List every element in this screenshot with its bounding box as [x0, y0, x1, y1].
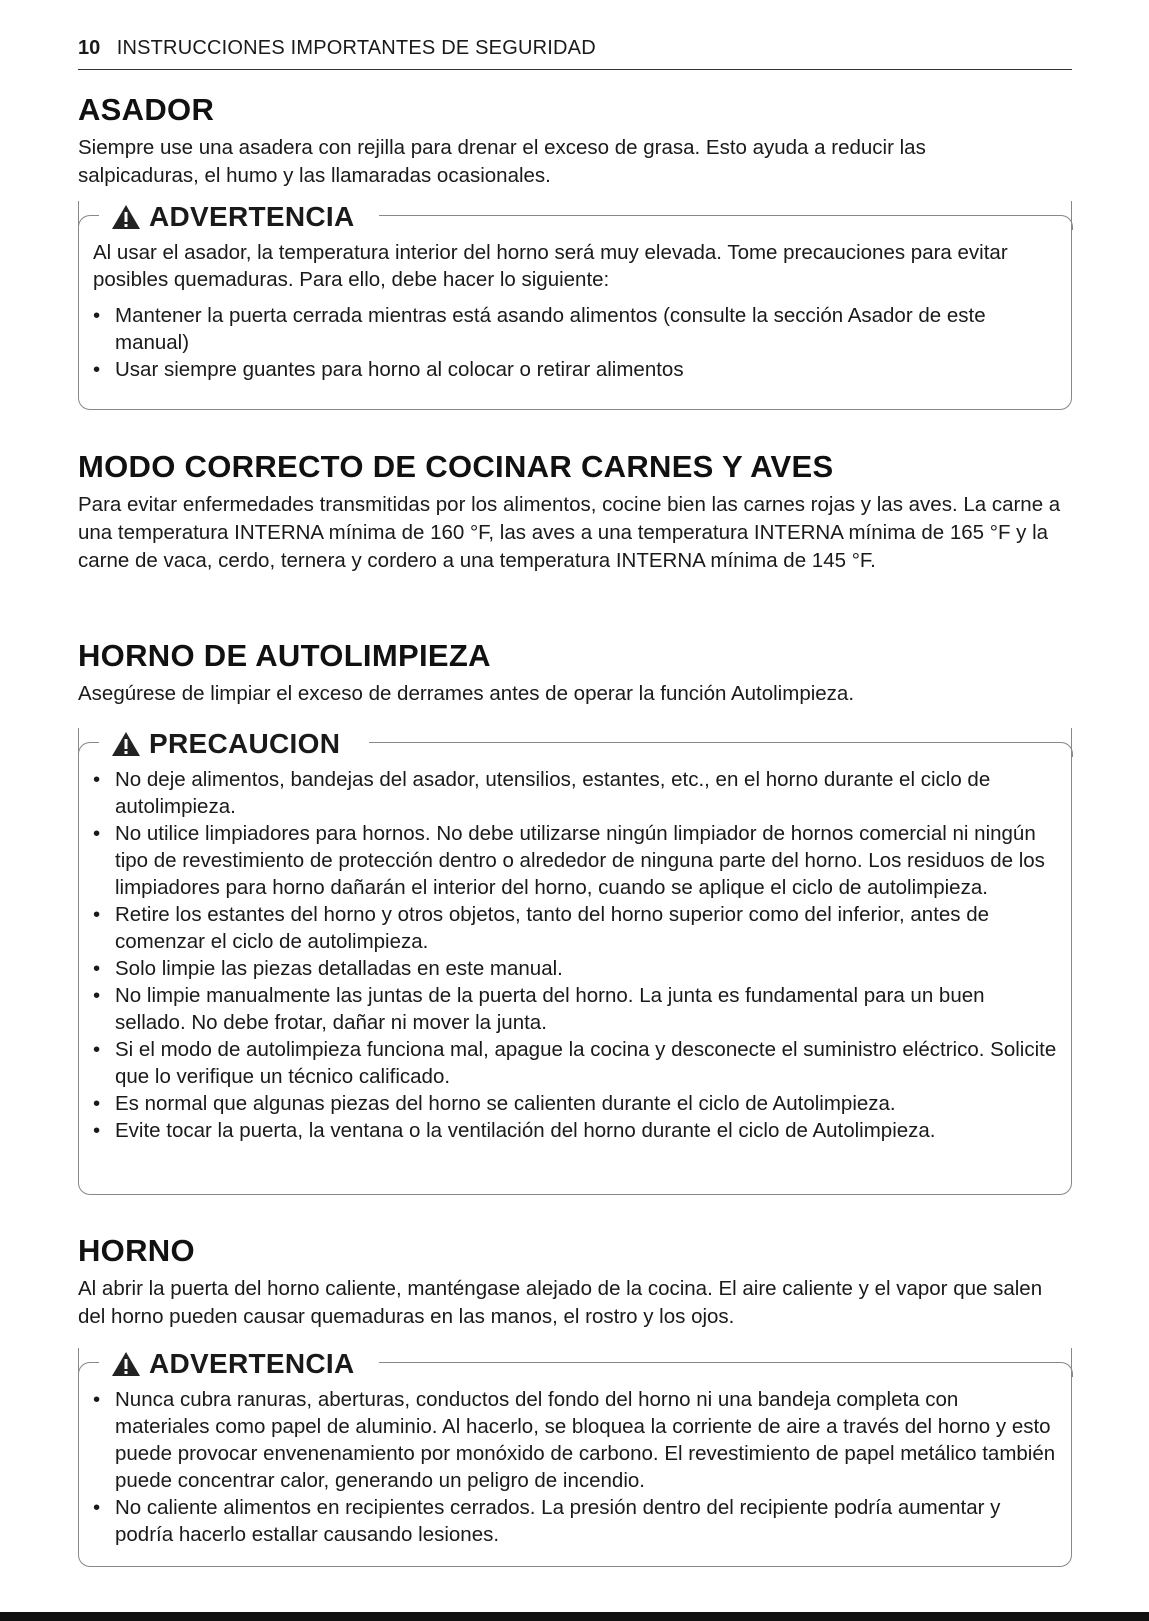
warning-triangle-icon — [111, 731, 141, 757]
caution-label: PRECAUCION — [149, 728, 341, 759]
section-asador — [78, 92, 1078, 190]
list-item: • Mantener la puerta cerrada mientras está asando alimentos (consulte la sección Asador de este manual) — [93, 302, 1057, 356]
list-item: • Retire los estantes del horno y otros objetos, tanto del horno superior como del inferior, antes de comenzar el ciclo de autolimpieza. — [93, 901, 1057, 955]
warning-box-horno — [78, 1348, 1072, 1567]
warning-label: ADVERTENCIA — [149, 201, 355, 232]
section-title: MODO CORRECTO DE COCINAR CARNES Y AVES — [78, 449, 834, 484]
section-body: Siempre use una asadera con rejilla para drenar el exceso de grasa. Esto ayuda a reducir las salpicaduras, el humo y las llamaradas ocasionales. — [78, 136, 926, 187]
caution-box-autolimpieza — [78, 728, 1072, 1195]
list-item: • Evite tocar la puerta, la ventana o la ventilación del horno durante el ciclo de Autolimpieza. — [93, 1117, 1057, 1144]
list-item: • No caliente alimentos en recipientes cerrados. La presión dentro del recipiente podría aumentar y podría hacerlo estallar causando lesiones. — [93, 1494, 1057, 1548]
section-modo-correcto — [78, 449, 1078, 575]
section-autolimpieza — [78, 638, 1078, 708]
caution-list — [93, 766, 1057, 1144]
warning-list — [93, 302, 1057, 383]
header-title: INSTRUCCIONES IMPORTANTES DE SEGURIDAD — [116, 37, 596, 59]
list-item: • No utilice limpiadores para hornos. No debe utilizarse ningún limpiador de hornos comercial ni ningún tipo de revestimiento de protección dentro o alrededor de ninguna parte del horno. Los residuos de los limpiadores para horno dañarán el interior del horno, cuando se aplique el ciclo de autolimpieza. — [93, 820, 1057, 901]
section-title: HORNO DE AUTOLIMPIEZA — [78, 638, 491, 673]
warning-triangle-icon — [111, 204, 141, 230]
list-item: • Usar siempre guantes para horno al colocar o retirar alimentos — [93, 356, 1057, 383]
list-item: • No deje alimentos, bandejas del asador, utensilios, estantes, etc., en el horno durante el ciclo de autolimpieza. — [93, 766, 1057, 820]
page-number: 10 — [78, 37, 101, 59]
list-item: • Solo limpie las piezas detalladas en este manual. — [93, 955, 1057, 982]
warning-box-asador — [78, 201, 1072, 410]
warning-label: ADVERTENCIA — [149, 1348, 355, 1379]
list-item: • Nunca cubra ranuras, aberturas, conductos del fondo del horno ni una bandeja completa con materiales como papel de aluminio. Al hacerlo, se bloquea la corriente de aire a través del horno y esto puede provocar envenenamiento por monóxido de carbono. El revestimiento de papel metálico también puede concentrar calor, generando un peligro de incendio. — [93, 1386, 1057, 1494]
section-title: ASADOR — [78, 92, 215, 127]
warning-triangle-icon — [111, 1351, 141, 1377]
warning-intro: Al usar el asador, la temperatura interior del horno será muy elevada. Tome precauciones para evitar posibles quemaduras. Para ello, debe hacer lo siguiente: — [93, 241, 1008, 291]
section-title: HORNO — [78, 1233, 195, 1268]
section-body: Asegúrese de limpiar el exceso de derrames antes de operar la función Autolimpieza. — [78, 682, 855, 705]
section-horno — [78, 1233, 1078, 1331]
section-body: Al abrir la puerta del horno caliente, manténgase alejado de la cocina. El aire caliente y el vapor que salen del horno pueden causar quemaduras en las manos, el rostro y los ojos. — [78, 1277, 1043, 1328]
section-body: Para evitar enfermedades transmitidas por los alimentos, cocine bien las carnes rojas y las aves. La carne a una temperatura INTERNA mínima de 160 °F, las aves a una temperatura INTERNA mínima de 165 °F y la carne de vaca, cerdo, ternera y cordero a una temperatura INTERNA mínima de 145 °F. — [78, 493, 1061, 572]
bottom-edge — [0, 1612, 1149, 1621]
warning-list — [93, 1386, 1057, 1548]
list-item: • Si el modo de autolimpieza funciona mal, apague la cocina y desconecte el suministro eléctrico. Solicite que lo verifique un técnico calificado. — [93, 1036, 1057, 1090]
list-item: • No limpie manualmente las juntas de la puerta del horno. La junta es fundamental para un buen sellado. No debe frotar, dañar ni mover la junta. — [93, 982, 1057, 1036]
page-header — [78, 37, 1072, 70]
list-item: • Es normal que algunas piezas del horno se calienten durante el ciclo de Autolimpieza. — [93, 1090, 1057, 1117]
